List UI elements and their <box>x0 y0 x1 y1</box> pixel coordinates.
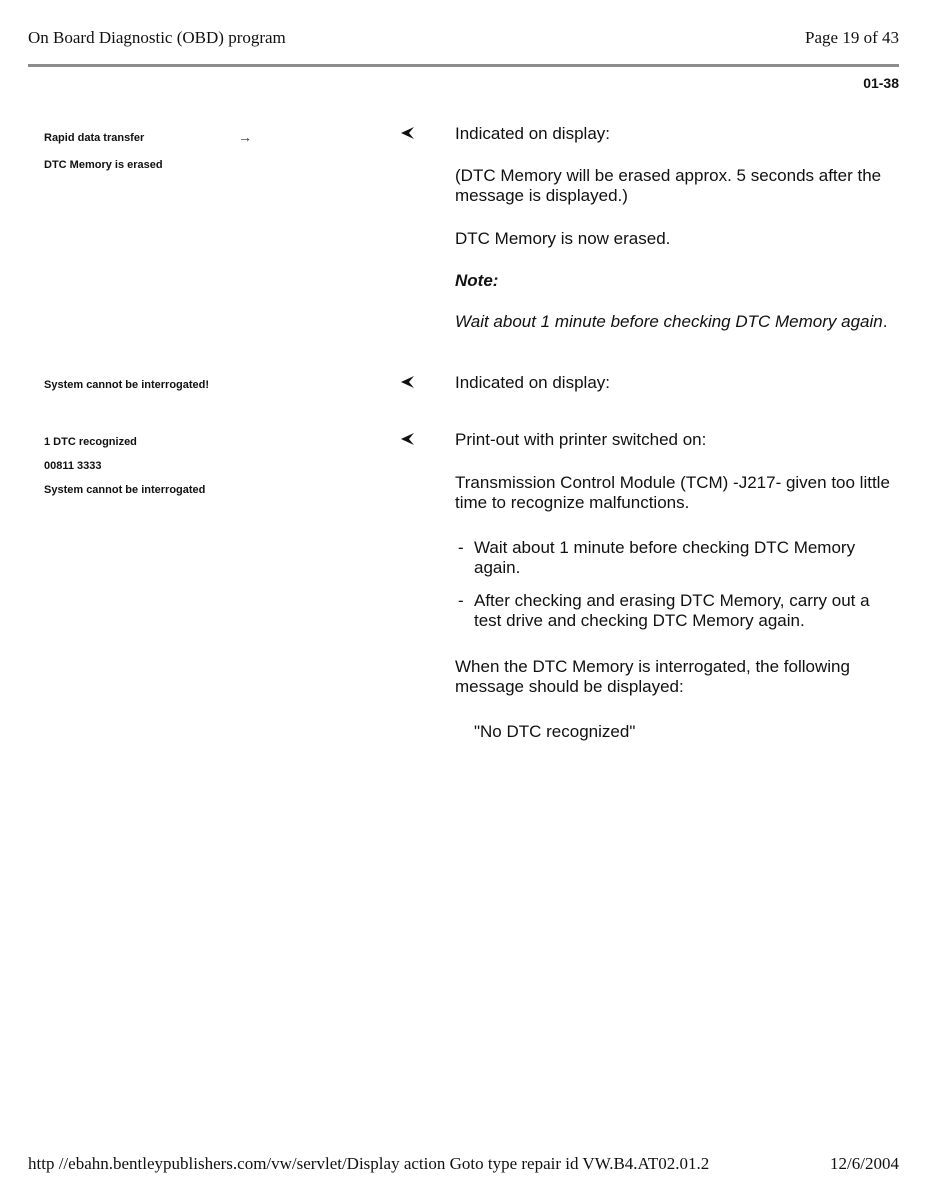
paragraph-indicated-1: Indicated on display: <box>455 124 610 143</box>
label-dtc-code: 00811 3333 <box>44 460 102 472</box>
label-dtc-recognized: 1 DTC recognized <box>44 436 137 448</box>
header-divider <box>28 64 899 67</box>
label-rapid-data-transfer: Rapid data transfer <box>44 132 145 144</box>
document-title: On Board Diagnostic (OBD) program <box>28 28 286 47</box>
note-body-period: . <box>882 312 888 331</box>
footer <box>28 1154 899 1174</box>
paragraph-memory-erased: DTC Memory is now erased. <box>455 229 671 248</box>
note-heading: Note: <box>455 271 499 290</box>
bullet-dash: - <box>458 591 464 610</box>
note-body <box>455 312 895 332</box>
quoted-message: "No DTC recognized" <box>474 722 636 741</box>
footer-url: http //ebahn.bentleypublishers.com/vw/servlet/Display action Goto type repair id VW.B4.AT02.01.2 <box>28 1154 710 1173</box>
footer-date: 12/6/2004 <box>830 1154 899 1173</box>
paragraph-printout: Print-out with printer switched on: <box>455 430 707 449</box>
pointer-arrow-icon <box>398 432 416 446</box>
label-dtc-memory-erased: DTC Memory is erased <box>44 159 163 171</box>
paragraph-interrogated: When the DTC Memory is interrogated, the following message should be displayed: <box>455 657 850 696</box>
list-item <box>458 591 898 631</box>
pointer-arrow-icon <box>398 375 416 389</box>
list-item-text: Wait about 1 minute before checking DTC Memory again. <box>474 538 856 577</box>
pointer-arrow-icon <box>398 126 416 140</box>
page-number: Page 19 of 43 <box>805 28 899 47</box>
paragraph-erase-timing: (DTC Memory will be erased approx. 5 seconds after the message is displayed.) <box>455 166 882 205</box>
list-item <box>458 538 898 578</box>
bullet-dash: - <box>458 538 464 557</box>
list-item-text: After checking and erasing DTC Memory, carry out a test drive and checking DTC Memory again. <box>474 591 870 630</box>
paragraph-tcm: Transmission Control Module (TCM) -J217- given too little time to recognize malfunctions. <box>455 473 890 512</box>
section-number: 01-38 <box>863 75 899 91</box>
paragraph-indicated-2: Indicated on display: <box>455 373 610 392</box>
note-body-text: Wait about 1 minute before checking DTC Memory again <box>455 312 883 331</box>
label-system-cannot-interrogated-1: System cannot be interrogated! <box>44 379 210 391</box>
label-system-cannot-interrogated-2: System cannot be interrogated <box>44 484 206 496</box>
right-arrow-icon: → <box>238 129 252 145</box>
